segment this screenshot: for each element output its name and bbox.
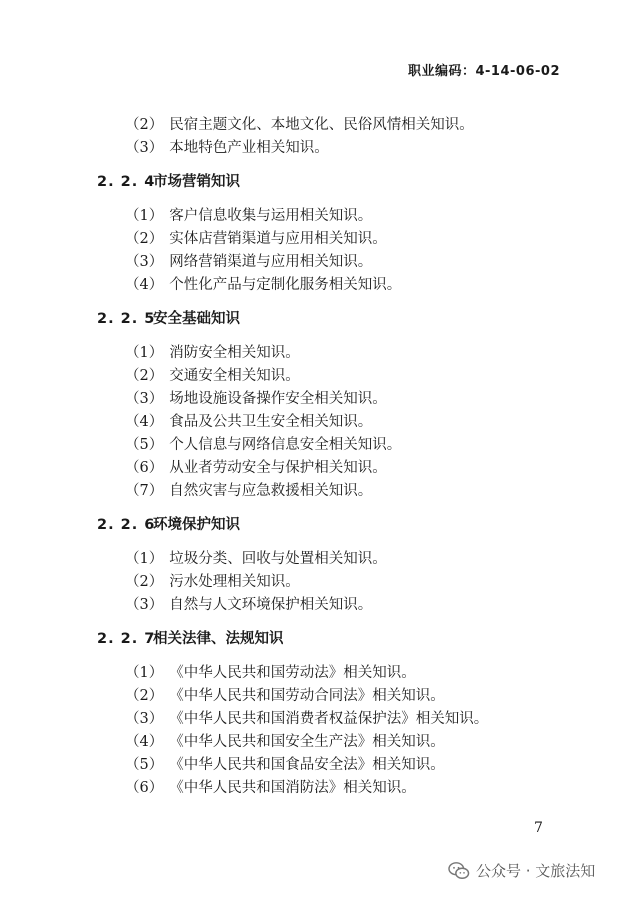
item-number: （3）	[125, 597, 164, 613]
item-text: 《中华人民共和国安全生产法》相关知识。	[169, 734, 445, 750]
list-item	[0, 662, 640, 685]
item-number: （3）	[125, 254, 164, 270]
item-number: （1）	[125, 208, 164, 224]
wechat-icon	[448, 861, 470, 881]
section-title: 安全基础知识	[153, 311, 240, 327]
item-number: （3）	[125, 391, 164, 407]
list-item	[0, 685, 640, 708]
list-item	[0, 251, 640, 274]
list-item	[0, 548, 640, 571]
section-title: 相关法律、法规知识	[153, 631, 284, 647]
item-number: （1）	[125, 345, 164, 361]
item-text: 从业者劳动安全与保护相关知识。	[169, 460, 387, 476]
list-item	[0, 274, 640, 297]
item-text: 污水处理相关知识。	[169, 574, 300, 590]
section-number: 2. 2. 4	[97, 174, 156, 190]
item-number: （2）	[125, 117, 164, 133]
item-number: （2）	[125, 368, 164, 384]
list-item	[0, 342, 640, 365]
list-item	[0, 228, 640, 251]
list-item	[0, 457, 640, 480]
item-number: （3）	[125, 140, 164, 156]
list-item	[0, 571, 640, 594]
item-text: 食品及公共卫生安全相关知识。	[169, 414, 373, 430]
item-number: （2）	[125, 574, 164, 590]
section-heading-2-2-7	[0, 628, 640, 651]
item-number: （4）	[125, 277, 164, 293]
item-text: 民宿主题文化、本地文化、民俗风情相关知识。	[169, 117, 474, 133]
item-number: （5）	[125, 437, 164, 453]
page-number: 7	[534, 820, 543, 836]
item-text: 《中华人民共和国消费者权益保护法》相关知识。	[169, 711, 489, 727]
document-body	[0, 114, 640, 800]
item-number: （3）	[125, 711, 164, 727]
list-item	[0, 411, 640, 434]
list-item	[0, 708, 640, 731]
item-number: （1）	[125, 551, 164, 567]
section-number: 2. 2. 5	[97, 311, 156, 327]
item-number: （6）	[125, 780, 164, 796]
section-heading-2-2-6	[0, 514, 640, 537]
section-title: 市场营销知识	[153, 174, 240, 190]
occupation-code: 职业编码：4-14-06-02	[407, 64, 560, 79]
item-text: 交通安全相关知识。	[169, 368, 300, 384]
list-item	[0, 205, 640, 228]
section-number: 2. 2. 6	[97, 517, 156, 533]
item-number: （4）	[125, 734, 164, 750]
item-text: 本地特色产业相关知识。	[169, 140, 329, 156]
item-number: （5）	[125, 757, 164, 773]
list-item	[0, 754, 640, 777]
watermark	[448, 860, 595, 881]
item-text: 客户信息收集与运用相关知识。	[169, 208, 373, 224]
list-item	[0, 777, 640, 800]
list-item	[0, 388, 640, 411]
item-text: 场地设施设备操作安全相关知识。	[169, 391, 387, 407]
list-item	[0, 114, 640, 137]
item-text: 《中华人民共和国劳动合同法》相关知识。	[169, 688, 445, 704]
section-heading-2-2-5	[0, 308, 640, 331]
item-text: 垃圾分类、回收与处置相关知识。	[169, 551, 387, 567]
item-text: 《中华人民共和国消防法》相关知识。	[169, 780, 416, 796]
item-text: 消防安全相关知识。	[169, 345, 300, 361]
item-text: 个性化产品与定制化服务相关知识。	[169, 277, 402, 293]
item-text: 自然灾害与应急救援相关知识。	[169, 483, 373, 499]
item-number: （4）	[125, 414, 164, 430]
list-item	[0, 137, 640, 160]
list-item	[0, 731, 640, 754]
item-number: （2）	[125, 688, 164, 704]
item-text: 《中华人民共和国食品安全法》相关知识。	[169, 757, 445, 773]
item-number: （1）	[125, 665, 164, 681]
list-item	[0, 480, 640, 503]
item-number: （6）	[125, 460, 164, 476]
item-number: （7）	[125, 483, 164, 499]
watermark-text: 公众号 · 文旅法知	[476, 862, 596, 880]
section-title: 环境保护知识	[153, 517, 240, 533]
list-item	[0, 365, 640, 388]
item-text: 个人信息与网络信息安全相关知识。	[169, 437, 402, 453]
item-number: （2）	[125, 231, 164, 247]
item-text: 《中华人民共和国劳动法》相关知识。	[169, 665, 416, 681]
list-item	[0, 434, 640, 457]
list-item	[0, 594, 640, 617]
section-number: 2. 2. 7	[97, 631, 156, 647]
item-text: 网络营销渠道与应用相关知识。	[169, 254, 373, 270]
item-text: 自然与人文环境保护相关知识。	[169, 597, 373, 613]
section-heading-2-2-4	[0, 171, 640, 194]
item-text: 实体店营销渠道与应用相关知识。	[169, 231, 387, 247]
